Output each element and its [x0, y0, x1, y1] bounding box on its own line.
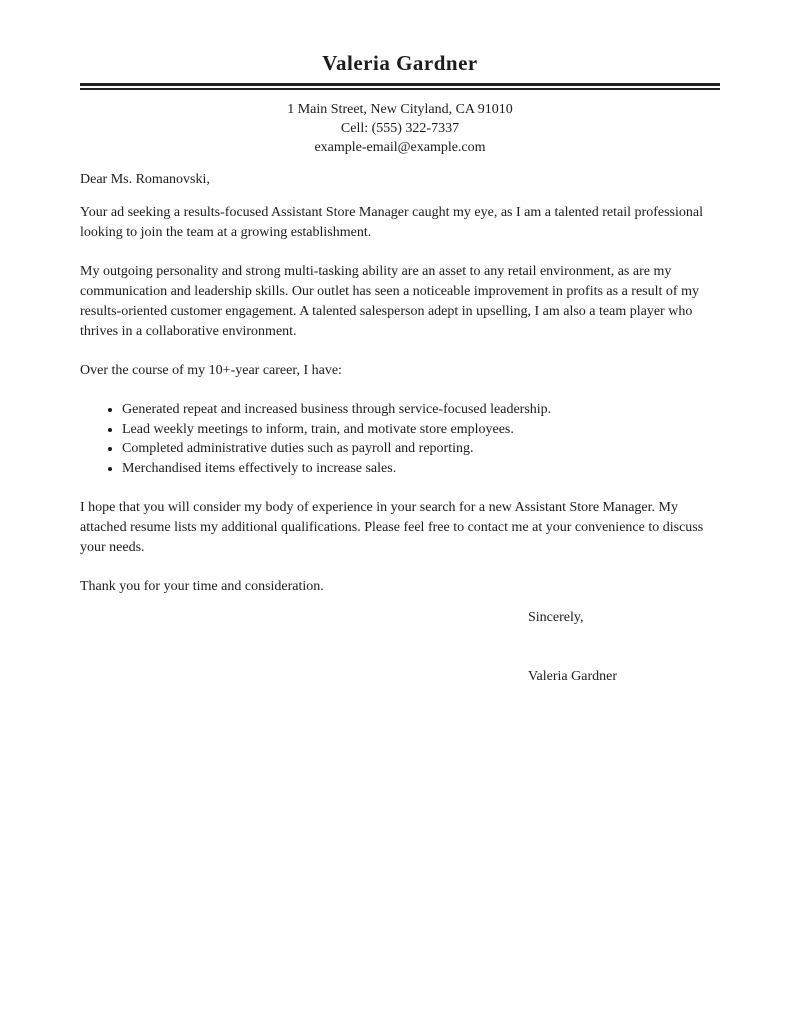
- bullets-intro: Over the course of my 10+-year career, I have:: [80, 363, 342, 378]
- list-item: • Lead weekly meetings to inform, train, and motivate store employees.: [122, 420, 720, 440]
- valediction: Sincerely,: [528, 609, 584, 625]
- header-rule: [80, 83, 720, 90]
- contact-block: [80, 100, 720, 157]
- closing-line: Thank you for your time and consideration.: [80, 578, 324, 594]
- letter-body: [80, 170, 720, 687]
- contact-address: 1 Main Street, New Cityland, CA 91010: [287, 102, 513, 117]
- signature-name: Valeria Gardner: [528, 668, 618, 684]
- contact-phone: Cell: (555) 322-7337: [340, 121, 460, 136]
- signoff-block: [528, 608, 720, 687]
- salutation: Dear Ms. Romanovski,: [80, 172, 210, 187]
- achievements-list: [80, 400, 720, 479]
- page-title: Valeria Gardner: [322, 51, 478, 75]
- list-item: • Completed administrative duties such as payroll and reporting.: [122, 439, 720, 459]
- contact-email: example-email@example.com: [314, 140, 486, 155]
- list-item: • Generated repeat and increased business through service-focused leadership.: [122, 400, 720, 420]
- paragraph-skills: My outgoing personality and strong multi-tasking ability are an asset to any retail environment, as are my communication and leadership skills. Our outlet has seen a noticeable improvement in profits as a result of my results-oriented customer engagement. A talented salesperson adept in upselling, I am also a team player who thrives in a collaborative environment.: [80, 264, 699, 339]
- list-item: • Merchandised items effectively to increase sales.: [122, 459, 720, 479]
- paragraph-closing: I hope that you will consider my body of experience in your search for a new Assistant Store Manager. My attached resume lists my additional qualifications. Please feel free to contact me at your convenience to discuss your needs.: [80, 499, 704, 555]
- paragraph-intro: Your ad seeking a results-focused Assistant Store Manager caught my eye, as I am a talented retail professional looking to join the team at a growing establishment.: [80, 205, 703, 240]
- letter-header: [80, 50, 720, 157]
